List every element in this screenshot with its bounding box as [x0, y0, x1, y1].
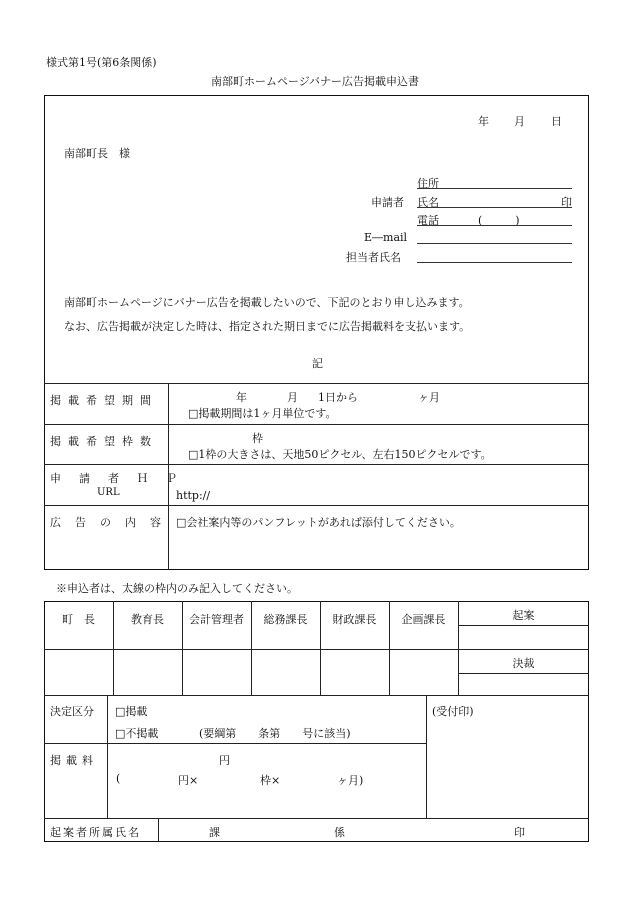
col-general-affairs: 総務課長	[263, 613, 308, 626]
divider	[44, 818, 589, 819]
col-education: 教育長	[131, 613, 164, 626]
period-note: □掲載期間は1ヶ月単位です。	[188, 407, 337, 420]
divider	[158, 818, 159, 842]
approval-table	[44, 601, 589, 842]
decision-type-label: 決定区分	[50, 705, 94, 718]
contact-field[interactable]	[417, 262, 572, 263]
slots-label: 掲載希望枠数	[50, 435, 158, 448]
email-field[interactable]	[417, 243, 572, 244]
decision-label: 決裁	[512, 657, 535, 670]
drafter-label: 起案者所属氏名	[50, 826, 141, 839]
received-stamp: (受付印)	[432, 705, 474, 718]
email-label: E―mail	[364, 231, 408, 244]
period-year[interactable]: 年	[236, 391, 247, 404]
decision-publish[interactable]: □掲載	[115, 705, 148, 718]
col-planning: 企画課長	[401, 613, 446, 626]
body-line-2: なお、広告掲載が決定した時は、指定された期日までに広告掲載料を支払います。	[64, 320, 471, 333]
col-accounting: 会計管理者	[189, 613, 244, 626]
phone-paren: ( )	[478, 214, 520, 227]
slots-unit[interactable]: 枠	[252, 432, 263, 445]
content-note: □会社案内等のパンフレットがあれば添付してください。	[176, 516, 461, 529]
hp-sublabel: URL	[97, 487, 120, 498]
address-field[interactable]	[417, 188, 572, 189]
name-field[interactable]	[417, 207, 572, 208]
address-label: 住所	[417, 177, 439, 190]
fee-label: 掲載料	[50, 754, 98, 767]
body-line-1: 南部町ホームページにバナー広告を掲載したいので、下記のとおり申し込みます。	[64, 296, 470, 309]
drafter-subsection[interactable]: 係	[334, 826, 345, 839]
period-label: 掲載希望期間	[50, 394, 158, 407]
phone-label: 電話	[417, 214, 439, 227]
page-title: 南部町ホームページバナー広告掲載申込書	[210, 75, 419, 88]
divider	[44, 695, 589, 696]
phone-field[interactable]	[417, 225, 572, 226]
divider	[426, 695, 427, 818]
hp-url-field[interactable]: http://	[176, 489, 211, 502]
fill-note: ※申込者は、太線の枠内のみ記入してください。	[56, 582, 298, 595]
fee-months: ヶ月)	[337, 774, 364, 787]
period-months[interactable]: ヶ月	[418, 391, 440, 404]
form-number: 様式第1号(第6条関係)	[46, 56, 157, 69]
slots-note: □1枠の大きさは、天地50ピクセル、左右150ピクセルです。	[188, 448, 492, 461]
divider	[44, 743, 426, 744]
date-day[interactable]: 日	[551, 115, 562, 128]
draft-label: 起案	[512, 609, 535, 622]
divider	[44, 649, 589, 650]
name-label: 氏名	[417, 196, 439, 209]
divider	[44, 505, 589, 506]
contact-label: 担当者氏名	[346, 251, 401, 264]
applicant-seal: 印	[561, 196, 572, 209]
applicant-label: 申請者	[371, 196, 404, 209]
drafter-section[interactable]: 課	[209, 826, 220, 839]
divider	[458, 625, 589, 626]
col-mayor: 町 長	[62, 613, 95, 626]
period-from: 1日から	[318, 391, 358, 404]
divider	[44, 424, 589, 425]
divider	[44, 383, 589, 384]
fee-open: (	[116, 772, 121, 785]
decision-reject[interactable]: □不掲載	[115, 727, 159, 740]
content-label: 広告の内容	[50, 516, 175, 529]
drafter-seal: 印	[514, 826, 525, 839]
fee-yen[interactable]: 円	[219, 754, 230, 767]
date-year[interactable]: 年	[478, 115, 489, 128]
col-finance: 財政課長	[332, 613, 377, 626]
date-month[interactable]: 月	[514, 115, 525, 128]
addressee: 南部町長 様	[64, 147, 130, 160]
hp-label: 申請者ＨＰ	[50, 472, 195, 485]
divider	[44, 464, 589, 465]
period-month[interactable]: 月	[287, 391, 298, 404]
fee-slot-x: 枠×	[260, 774, 281, 787]
decision-reject-detail: (要綱第 条第 号に該当)	[199, 727, 351, 740]
fee-yen-x: 円×	[178, 774, 199, 787]
divider	[107, 695, 108, 818]
divider	[458, 673, 589, 674]
ki-mark: 記	[312, 357, 323, 370]
